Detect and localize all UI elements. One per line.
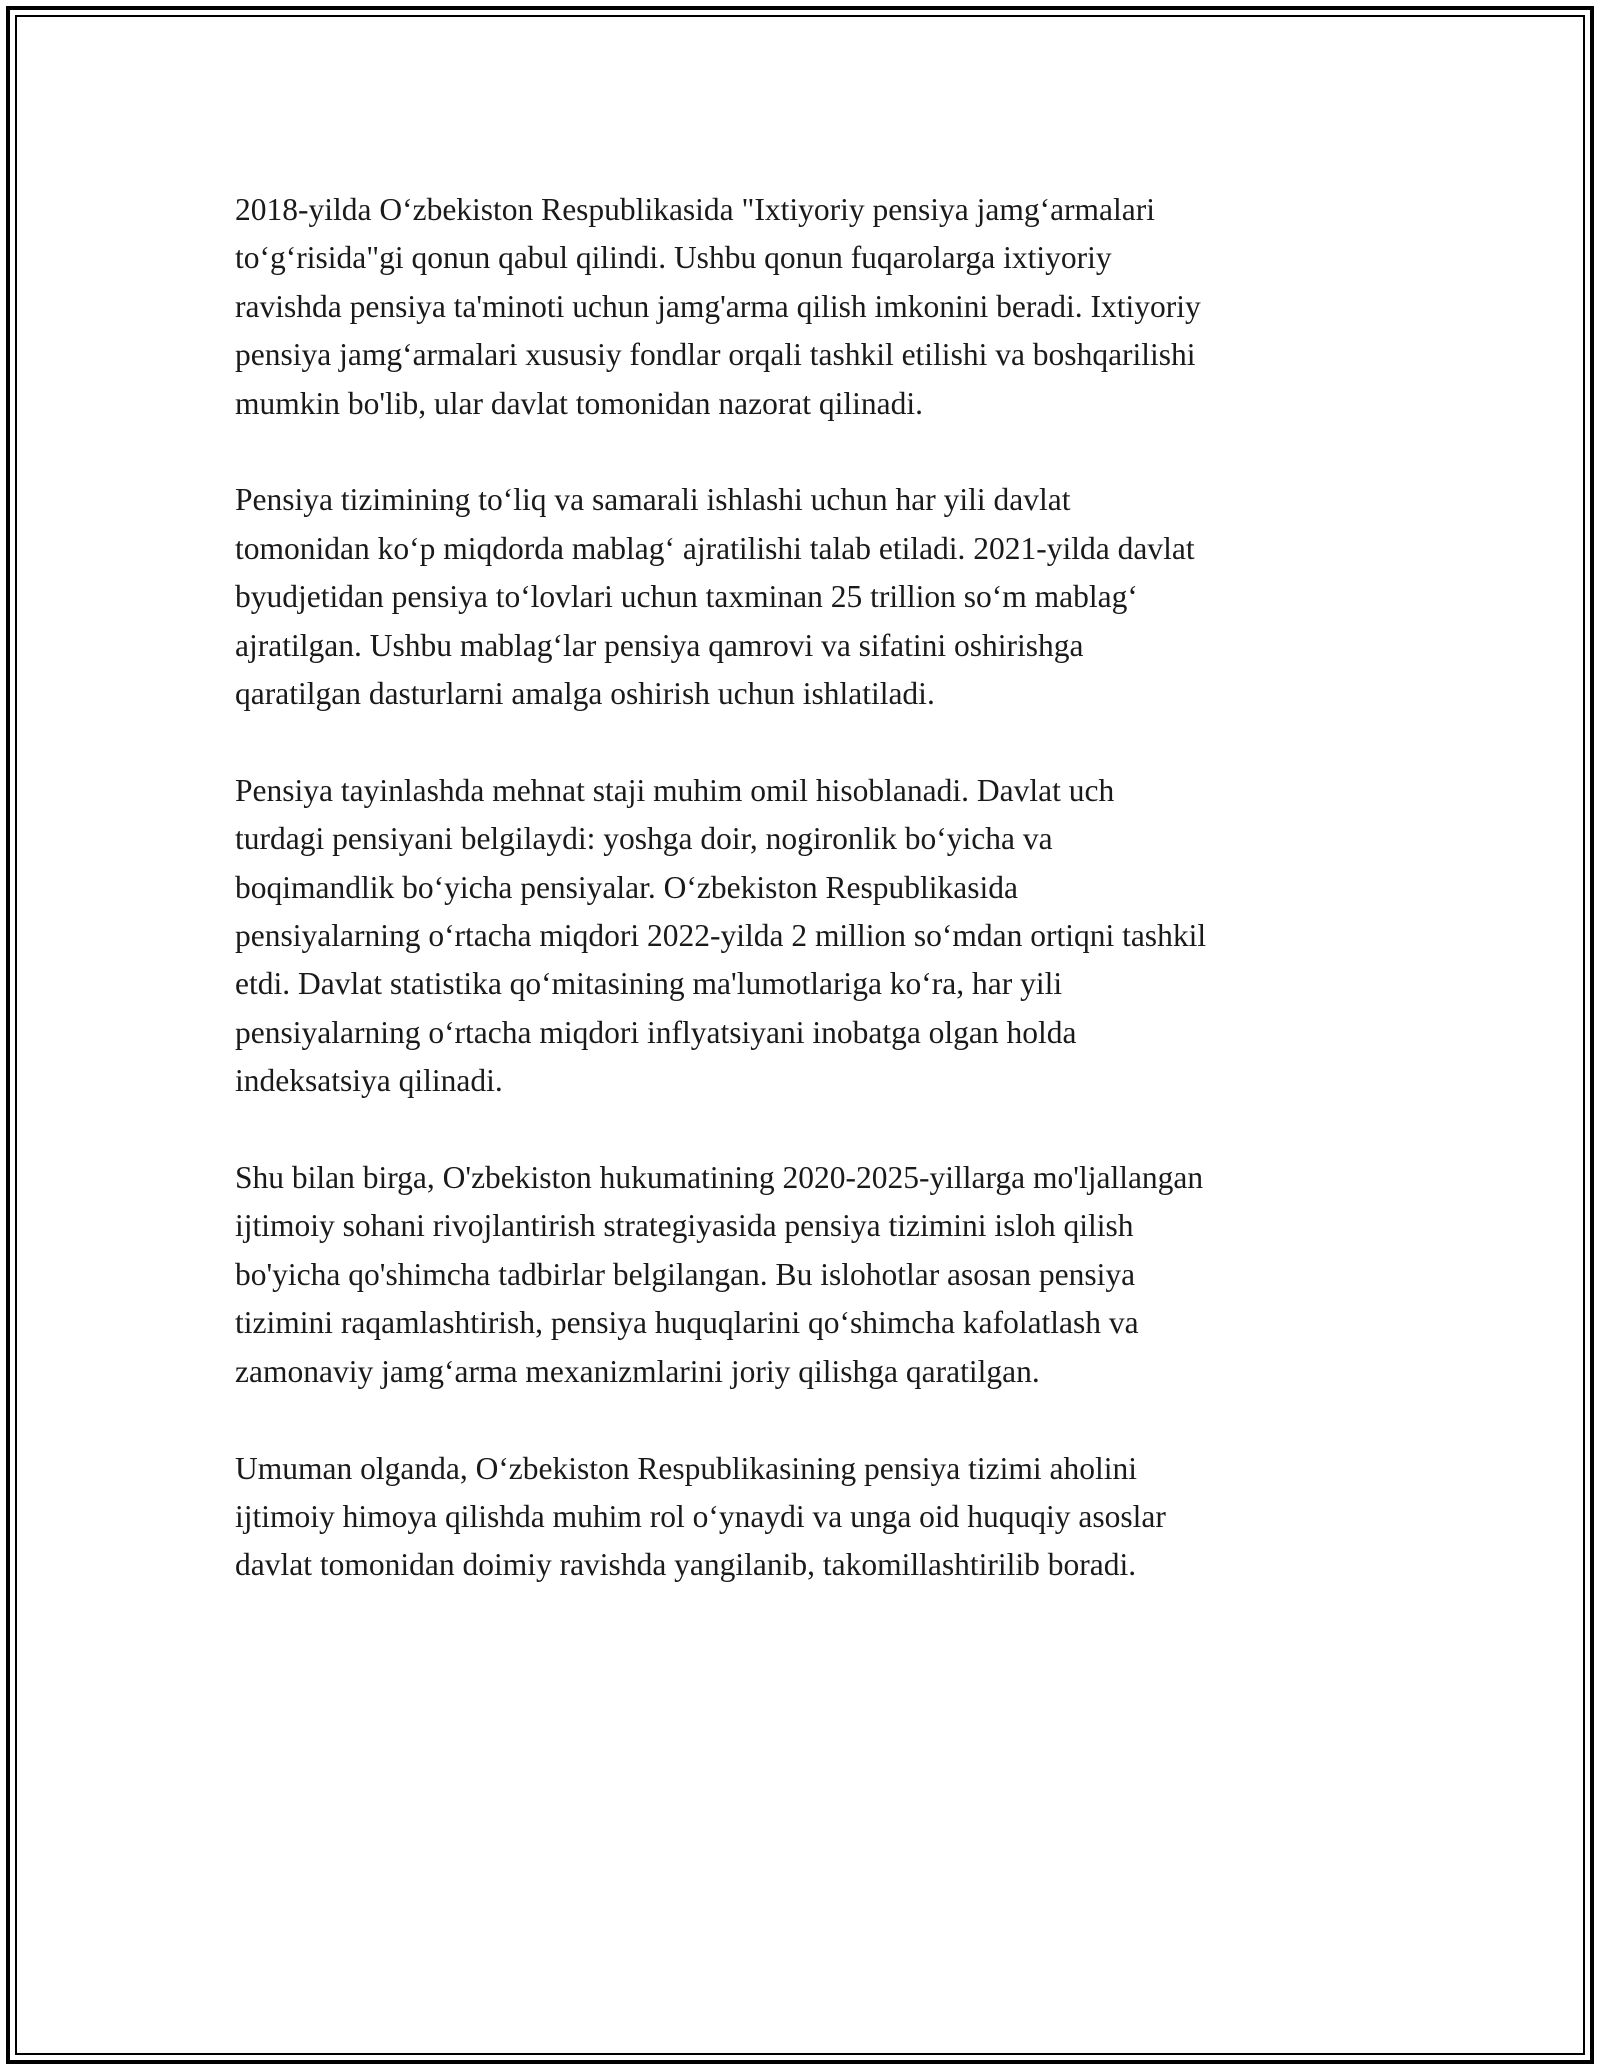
document-body	[235, 186, 1370, 1638]
paragraph-voluntary-pension-law: 2018-yilda O‘zbekiston Respublikasida "Ixtiyoriy pensiya jamg‘armalari to‘g‘risida"gi qonun qabul qilindi. Ushbu qonun fuqarolarga ixtiyoriy ravishda pensiya ta'minoti uchun jamg'arma qilish imkonini beradi. Ixtiyoriy pensiya jamg‘armalari xususiy fondlar orqali tashkil etilishi va boshqarilishi mumkin bo'lib, ular davlat tomonidan nazorat qilinadi.	[235, 192, 1201, 421]
paragraph-pension-funding: Pensiya tizimining to‘liq va samarali ishlashi uchun har yili davlat tomonidan ko‘p miqdorda mablag‘ ajratilishi talab etiladi. 2021-yilda davlat byudjetidan pensiya to‘lovlari uchun taxminan 25 trillion so‘m mablag‘ ajratilgan. Ushbu mablag‘lar pensiya qamrovi va sifatini oshirishga qaratilgan dasturlarni amalga oshirish uchun ishlatiladi.	[235, 482, 1195, 712]
paragraph-conclusion: Umuman olganda, O‘zbekiston Respublikasining pensiya tizimi aholini ijtimoiy himoya qilishda muhim rol o‘ynaydi va unga oid huquqiy asoslar davlat tomonidan doimiy ravishda yangilanib, takomillashtirilib boradi.	[235, 1450, 1166, 1583]
paragraph-reform-strategy: Shu bilan birga, O'zbekiston hukumatining 2020-2025-yillarga mo'ljallangan ijtimoiy sohani rivojlantirish strategiyasida pensiya tizimini isloh qilish bo'yicha qo'shimcha tadbirlar belgilangan. Bu islohotlar asosan pensiya tizimini raqamlashtirish, pensiya huquqlarini qo‘shimcha kafolatlash va zamonaviy jamg‘arma mexanizmlarini joriy qilishga qaratilgan.	[235, 1160, 1204, 1389]
paragraph-pension-types: Pensiya tayinlashda mehnat staji muhim omil hisoblanadi. Davlat uch turdagi pensiyani belgilaydi: yoshga doir, nogironlik bo‘yicha va boqimandlik bo‘yicha pensiyalar. O‘zbekiston Respublikasida pensiyalarning o‘rtacha miqdori 2022-yilda 2 million so‘mdan ortiqni tashkil etdi. Davlat statistika qo‘mitasining ma'lumotlariga ko‘ra, har yili pensiyalarning o‘rtacha miqdori inflyatsiyani inobatga olgan holda indeksatsiya qilinadi.	[235, 772, 1207, 1099]
